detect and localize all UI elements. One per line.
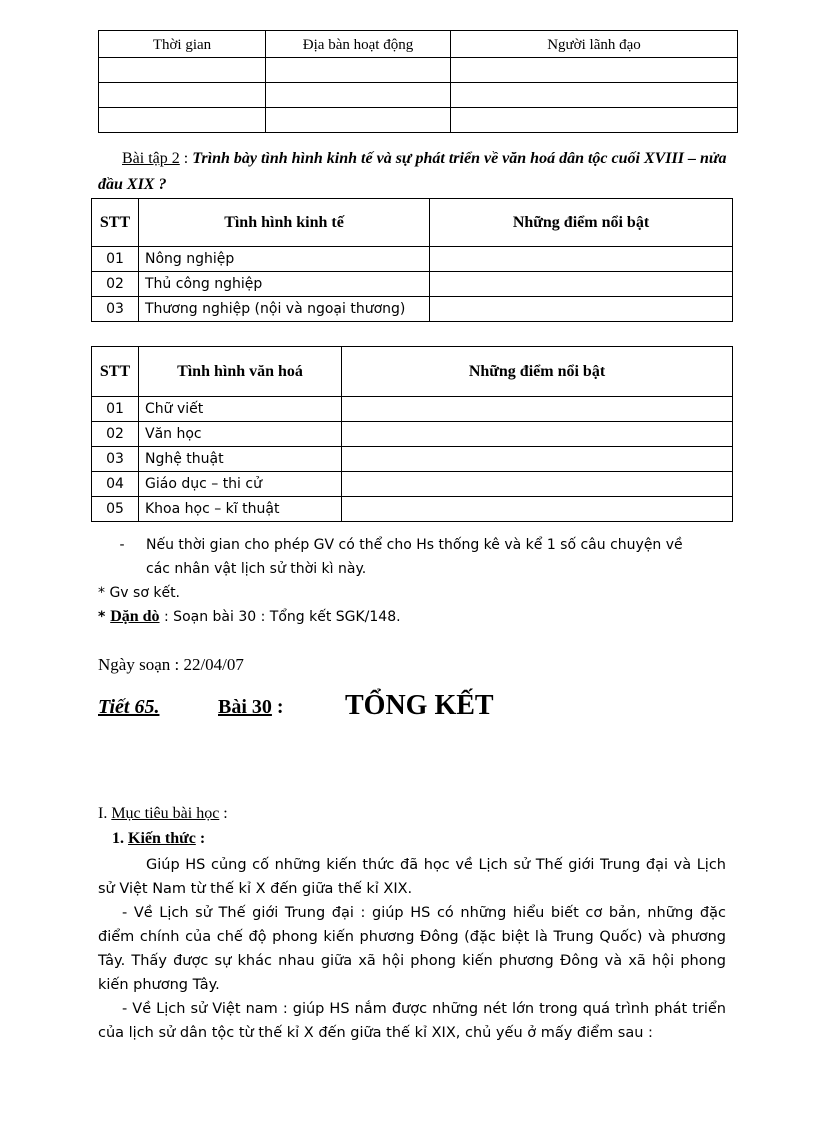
col-header-area: Địa bàn hoạt động [266,31,451,58]
para-1: Giúp HS củng cố những kiến thức đã học về Lịch sử Thế giới Trung đại và Lịch sử Việt Nam từ thế kỉ X đến giữa thế kỉ XIX. [98,857,726,897]
leaders-table [98,30,738,133]
table-row [99,108,738,133]
lesson-number: Bài 30 : [218,696,284,718]
table-row: 05 Khoa học – kĩ thuật [92,497,733,522]
table-row [99,83,738,108]
culture-table [91,346,733,522]
homework: * Dặn dò : Soạn bài 30 : Tổng kết SGK/148. [98,608,401,625]
col-header-stt: STT [92,199,139,247]
lesson-period: Tiết 65. [98,696,160,718]
table-row: 02 Thủ công nghiệp [92,272,733,297]
para-2: - Về Lịch sử Thế giới Trung đại : giúp HS có những hiểu biết cơ bản, những đặc điểm chính của chế độ phong kiến phương Đông (đặc biệt là Trung Quốc) và phương Tây. Thấy được sự khác nhau giữa xã hội phong kiến phương Đông và xã hội phong kiến phương Tây. [98,905,726,993]
col-header-economy: Tình hình kinh tế [139,199,430,247]
note-line-1: Nếu thời gian cho phép GV có thể cho Hs thống kê và kể 1 số câu chuyện về [146,537,683,553]
table-row: 02 Văn học [92,422,733,447]
exercise-2: Bài tập 2 : Trình bày tình hình kinh tế và sự phát triển về văn hoá dân tộc cuối XVIII – nửa đầu XIX ? [98,150,727,193]
table-row: 03 Thương nghiệp (nội và ngoại thương) [92,297,733,322]
lesson-title: TỔNG KẾT [345,690,494,721]
prep-date: Ngày soạn : 22/04/07 [98,655,244,674]
economy-table [91,198,733,322]
table-row: 04 Giáo dục – thi cử [92,472,733,497]
col-header-culture: Tình hình văn hoá [139,347,342,397]
exercise-2-question: Trình bày tình hình kinh tế và sự phát triển về văn hoá dân tộc cuối XVIII – nửa đầu XIX ? [98,150,727,193]
homework-label: Dặn dò [110,608,160,625]
col-header-highlights: Những điểm nổi bật [342,347,733,397]
col-header-leader: Người lãnh đạo [451,31,738,58]
col-header-time: Thời gian [99,31,266,58]
objectives-heading: I. Mục tiêu bài học : [98,805,228,822]
table-row [99,58,738,83]
exercise-2-label: Bài tập 2 [122,150,180,167]
table-row: 01 Nông nghiệp [92,247,733,272]
objectives-body [98,853,726,1045]
table-row: 03 Nghệ thuật [92,447,733,472]
bullet-dash: - [119,537,125,553]
col-header-highlights: Những điểm nổi bật [430,199,733,247]
para-3: - Về Lịch sử Việt nam : giúp HS nắm được những nét lớn trong quá trình phát triển của lịch sử dân tộc từ thế kỉ X đến giữa thế kỉ XIX, chủ yếu ở mấy điểm sau : [98,1001,726,1041]
knowledge-heading: 1. Kiến thức : [112,830,206,847]
lesson-heading [98,690,738,730]
table-row: 01 Chữ viết [92,397,733,422]
col-header-stt: STT [92,347,139,397]
gv-summary: * Gv sơ kết. [98,585,181,601]
note-line-2: các nhân vật lịch sử thời kì này. [146,561,367,577]
teacher-note [98,533,738,629]
